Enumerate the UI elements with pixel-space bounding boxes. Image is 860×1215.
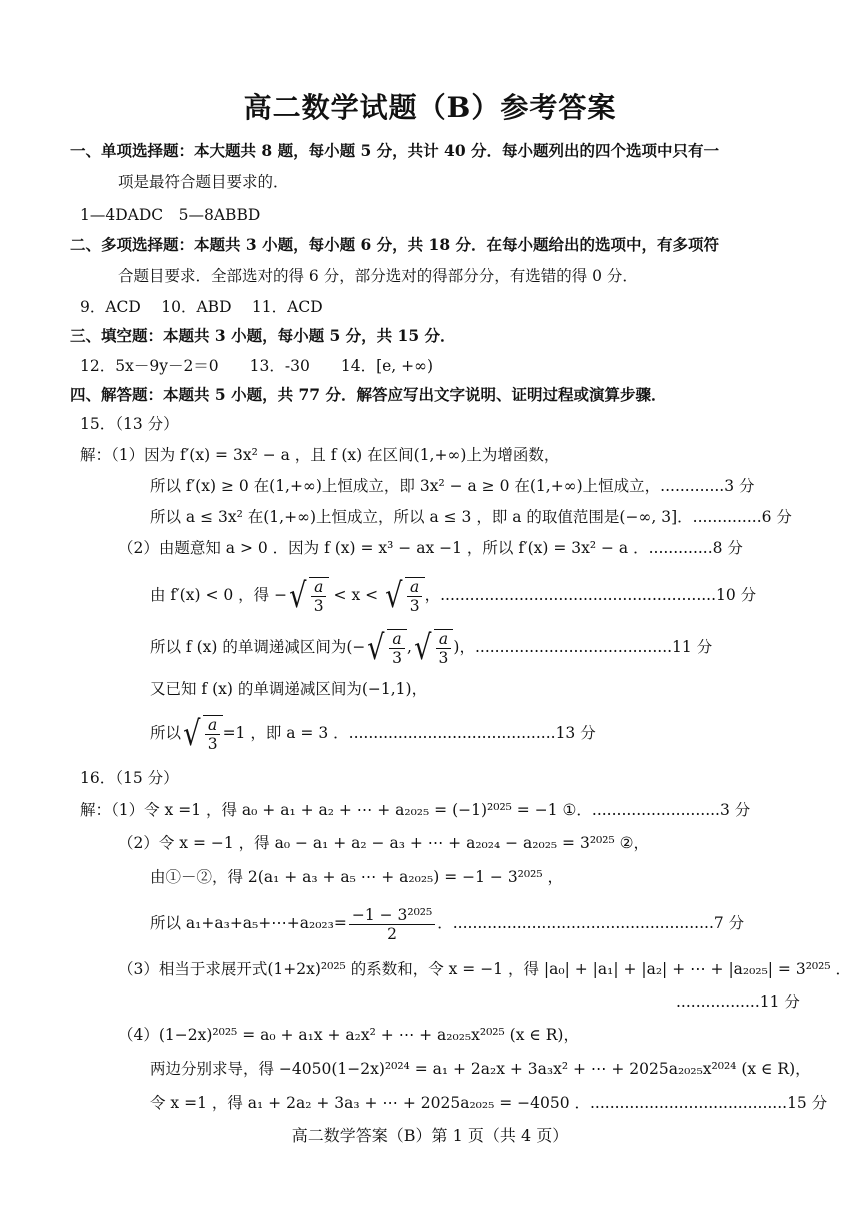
- q15-line-2: 所以 f′(x) ≥ 0 在(1,+∞)上恒成立，即 3x² − a ≥ 0 在(1,+∞)上恒成立，.............3 分: [150, 477, 755, 495]
- page-title: 高二数学试题（B）参考答案: [243, 91, 617, 124]
- q15-line-8: 所以 √ $\frac{a}{3}$ =1 ，即 a = 3 ．..........................................13 分: [150, 714, 596, 754]
- q15-line-3: 所以 a ≤ 3x² 在(1,+∞)上恒成立，所以 a ≤ 3 ，即 a 的取值范围是(−∞, 3]．..............6 分: [150, 508, 792, 526]
- q16-line-8: 令 x =1 ，得 a₁ + 2a₂ + 3a₃ + ⋯ + 2025a₂₀₂₅ = −4050 ．........................................15 分: [150, 1094, 828, 1112]
- q16-line-7: 两边分别求导，得 −4050(1−2x)²⁰²⁴ = a₁ + 2a₂x + 3a₃x² + ⋯ + 2025a₂₀₂₅x²⁰²⁴ (x ∈ R)，: [150, 1060, 811, 1078]
- section-1-heading-cont: 项是最符合题目要求的．: [118, 173, 289, 191]
- q16-line-2: （2）令 x = −1 ，得 a₀ − a₁ + a₂ − a₃ + ⋯ + a₂₀₂₄ − a₂₀₂₅ = 3²⁰²⁵ ②，: [118, 834, 650, 852]
- q15-line-1: 解：（1）因为 f′(x) = 3x² − a ，且 f (x) 在区间(1,+∞)上为增函数，: [80, 446, 560, 464]
- q15-line-6: 所以 f (x) 的单调递减区间为(− √ $\frac{a}{3}$ , √ $\frac{a}{3}$ )，........................................11 分: [150, 628, 713, 668]
- section-2-answers: 9．ACD 10．ABD 11．ACD: [80, 298, 323, 316]
- page-footer: 高二数学答案（B）第 1 页（共 4 页）: [291, 1126, 569, 1145]
- section-3-heading: 三、填空题：本题共 3 小题，每小题 5 分，共 15 分．: [70, 326, 456, 345]
- q15-line-5: 由 f′(x) < 0 ，得 − √ $\frac{a}{3}$ < x < √ $\frac{a}{3}$ ，........................................................10 分: [150, 576, 757, 616]
- section-1-answers: 1—4DADC 5—8ABBD: [80, 206, 261, 224]
- q16-line-3: 由①－②，得 2(a₁ + a₃ + a₅ ⋯ + a₂₀₂₅) = −1 − 3²⁰²⁵ ，: [150, 868, 563, 886]
- sqrt-fraction: √ $\frac{a}{3}$: [181, 714, 223, 754]
- q16-line-5: （3）相当于求展开式(1+2x)²⁰²⁵ 的系数和，令 x = −1 ，得 |a₀| + |a₁| + |a₂| + ⋯ + |a₂₀₂₅| = 3²⁰²⁵ ．: [118, 960, 851, 978]
- q16-line-6: （4）(1−2x)²⁰²⁵ = a₀ + a₁x + a₂x² + ⋯ + a₂₀₂₅x²⁰²⁵ (x ∈ R)，: [118, 1026, 579, 1044]
- section-3-answers: 12．5x－9y－2＝0 13．-30 14．[e, +∞): [80, 357, 434, 375]
- fraction: $\frac{\text{−1 − 3²⁰²⁵}}{2}$: [349, 906, 435, 943]
- sqrt-fraction: √ $\frac{a}{3}$: [287, 576, 329, 616]
- q15-line-7: 又已知 f (x) 的单调递减区间为(−1,1)，: [150, 680, 428, 698]
- sqrt-fraction: √ $\frac{a}{3}$: [365, 628, 407, 668]
- section-2-heading-cont: 合题目要求．全部选对的得 6 分，部分选对的得部分分，有选错的得 0 分．: [118, 267, 638, 285]
- section-4-heading: 四、解答题：本题共 5 小题，共 77 分．解答应写出文字说明、证明过程或演算步骤．: [70, 385, 667, 404]
- q15-header: 15．（13 分）: [80, 415, 179, 433]
- sqrt-fraction: √ $\frac{a}{3}$: [383, 576, 425, 616]
- q16-header: 16．（15 分）: [80, 769, 179, 787]
- q15-line-4: （2）由题意知 a > 0 ．因为 f (x) = x³ − ax −1 ，所以 f′(x) = 3x² − a ．.............8 分: [118, 539, 743, 557]
- q16-line-5-score: .................11 分: [676, 993, 800, 1011]
- sqrt-fraction: √ $\frac{a}{3}$: [412, 628, 454, 668]
- section-1-heading: 一、单项选择题：本大题共 8 题，每小题 5 分，共计 40 分．每小题列出的四个选项中只有一: [70, 141, 720, 160]
- section-2-heading: 二、多项选择题：本题共 3 小题，每小题 6 分，共 18 分．在每小题给出的选项中，有多项符: [70, 235, 720, 254]
- q16-line-1: 解：（1）令 x =1 ，得 a₀ + a₁ + a₂ + ⋯ + a₂₀₂₅ = (−1)²⁰²⁵ = −1 ①．..........................3 分: [80, 801, 751, 819]
- q16-line-4: 所以 a₁+a₃+a₅+⋯+a₂₀₂₃= $\frac{\text{−1 − 3²⁰²⁵}}{2}$ ．.....................................................7 分: [150, 905, 745, 943]
